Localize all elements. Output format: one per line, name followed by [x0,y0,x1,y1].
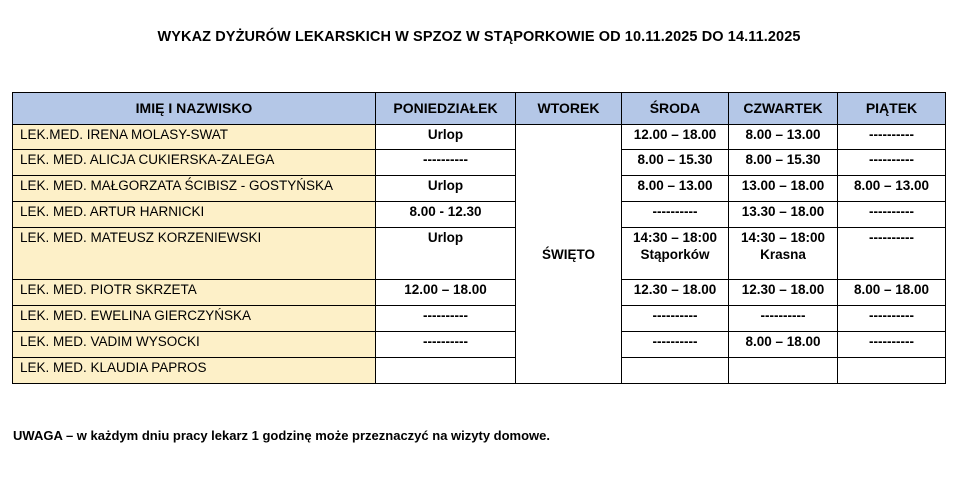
doctor-name: LEK. MED. ALICJA CUKIERSKA-ZALEGA [13,150,376,176]
wednesday-cell-hours: 12.30 – 18.00 [633,282,717,297]
table-row [13,280,946,306]
header-name: IMIĘ I NAZWISKO [13,93,376,125]
friday-cell: ---------- [838,332,946,358]
wednesday-cell-hours: ---------- [652,308,698,323]
friday-cell: ---------- [838,228,946,280]
thursday-cell [729,150,838,176]
monday-cell: Urlop [376,176,516,202]
wednesday-cell-hours: 8.00 – 13.00 [637,178,713,193]
wednesday-cell-hours: 8.00 – 15.30 [637,152,713,167]
header-wednesday: ŚRODA [622,93,729,125]
header-thursday: CZWARTEK [729,93,838,125]
table-header-row [13,93,946,125]
table-row [13,150,946,176]
friday-cell: 8.00 – 18.00 [838,280,946,306]
table-body [13,125,946,384]
monday-cell [376,358,516,384]
wednesday-cell-hours: ---------- [652,334,698,349]
header-tuesday: WTOREK [516,93,622,125]
thursday-cell [729,228,838,280]
monday-cell: Urlop [376,125,516,150]
thursday-cell [729,332,838,358]
wednesday-cell-hours: 12.00 – 18.00 [633,127,717,142]
wednesday-cell [622,176,729,202]
wednesday-cell [622,125,729,150]
thursday-cell [729,125,838,150]
friday-cell: 8.00 – 13.00 [838,176,946,202]
thursday-cell-hours: 12.30 – 18.00 [741,282,825,297]
monday-cell: Urlop [376,228,516,280]
table-row [13,176,946,202]
thursday-cell-hours: 13.30 – 18.00 [741,204,825,219]
thursday-cell [729,280,838,306]
friday-cell: ---------- [838,202,946,228]
doctor-name: LEK. MED. PIOTR SKRZETA [13,280,376,306]
duty-schedule-table [12,92,946,384]
wednesday-cell [622,280,729,306]
table-row [13,306,946,332]
monday-cell: 8.00 - 12.30 [376,202,516,228]
monday-cell: 12.00 – 18.00 [376,280,516,306]
doctor-name: LEK. MED. VADIM WYSOCKI [13,332,376,358]
monday-cell: ---------- [376,150,516,176]
header-monday: PONIEDZIAŁEK [376,93,516,125]
wednesday-cell-hours: 14:30 – 18:00 [632,230,718,245]
wednesday-cell-hours: ---------- [652,204,698,219]
thursday-cell-hours: 8.00 – 18.00 [745,334,821,349]
thursday-cell [729,306,838,332]
wednesday-cell [622,358,729,384]
doctor-name: LEK. MED. EWELINA GIERCZYŃSKA [13,306,376,332]
wednesday-cell [622,150,729,176]
thursday-cell-hours: 8.00 – 15.30 [745,152,821,167]
table-row [13,358,946,384]
header-friday: PIĄTEK [838,93,946,125]
table-row [13,228,946,280]
thursday-cell-hours: 13.00 – 18.00 [741,178,825,193]
friday-cell: ---------- [838,125,946,150]
table-row [13,125,946,150]
page-title: WYKAZ DYŻURÓW LEKARSKICH W SPZOZ W STĄPORKOWIE OD 10.11.2025 DO 14.11.2025 [157,29,801,45]
friday-cell [838,358,946,384]
doctor-name: LEK. MED. MATEUSZ KORZENIEWSKI [13,228,376,280]
doctor-name: LEK. MED. ARTUR HARNICKI [13,202,376,228]
thursday-cell-location: Krasna [760,247,806,262]
table-row [13,202,946,228]
thursday-cell [729,202,838,228]
thursday-cell [729,358,838,384]
wednesday-cell-location: Stąporków [640,247,710,262]
wednesday-cell [622,228,729,280]
footnote: UWAGA – w każdym dniu pracy lekarz 1 godzinę może przeznaczyć na wizyty domowe. [13,428,550,443]
monday-cell: ---------- [376,332,516,358]
doctor-name: LEK.MED. IRENA MOLASY-SWAT [13,125,376,150]
thursday-cell-hours: 14:30 – 18:00 [740,230,826,245]
thursday-cell [729,176,838,202]
friday-cell: ---------- [838,150,946,176]
table-row [13,332,946,358]
wednesday-cell [622,202,729,228]
thursday-cell-hours: 8.00 – 13.00 [745,127,821,142]
wednesday-cell [622,306,729,332]
tuesday-holiday-cell: ŚWIĘTO [516,125,622,384]
friday-cell: ---------- [838,306,946,332]
monday-cell: ---------- [376,306,516,332]
thursday-cell-hours: ---------- [760,308,806,323]
wednesday-cell [622,332,729,358]
doctor-name: LEK. MED. KLAUDIA PAPROS [13,358,376,384]
doctor-name: LEK. MED. MAŁGORZATA ŚCIBISZ - GOSTYŃSKA [13,176,376,202]
